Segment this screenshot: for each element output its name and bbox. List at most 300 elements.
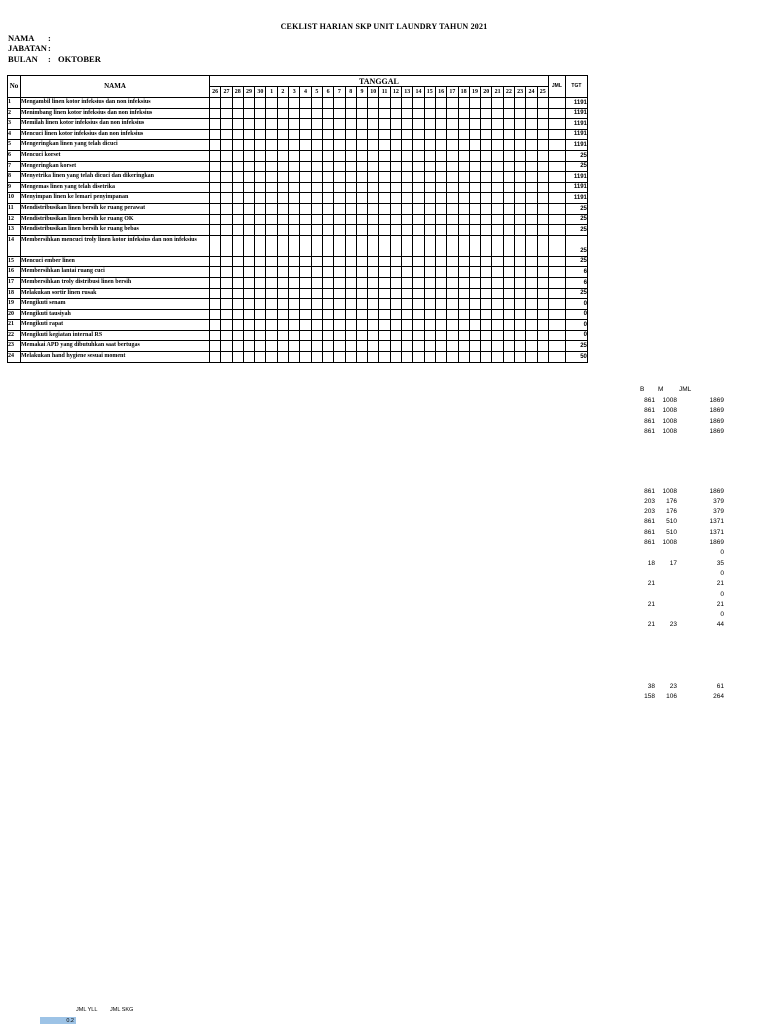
day-checkbox-cell[interactable] (413, 140, 424, 151)
day-checkbox-cell[interactable] (255, 182, 266, 193)
day-checkbox-cell[interactable] (334, 299, 345, 310)
day-checkbox-cell[interactable] (481, 140, 492, 151)
day-checkbox-cell[interactable] (289, 330, 300, 341)
day-checkbox-cell[interactable] (311, 235, 322, 256)
day-checkbox-cell[interactable] (447, 129, 458, 140)
row-jml-cell[interactable] (548, 277, 565, 288)
day-checkbox-cell[interactable] (424, 330, 435, 341)
day-checkbox-cell[interactable] (379, 129, 390, 140)
day-checkbox-cell[interactable] (390, 108, 401, 119)
row-jml-cell[interactable] (548, 203, 565, 214)
day-checkbox-cell[interactable] (526, 193, 537, 204)
day-checkbox-cell[interactable] (379, 140, 390, 151)
day-checkbox-cell[interactable] (300, 267, 311, 278)
day-checkbox-cell[interactable] (413, 119, 424, 130)
day-checkbox-cell[interactable] (243, 330, 254, 341)
row-jml-cell[interactable] (548, 129, 565, 140)
day-checkbox-cell[interactable] (232, 352, 243, 363)
day-checkbox-cell[interactable] (255, 341, 266, 352)
day-checkbox-cell[interactable] (255, 172, 266, 183)
day-checkbox-cell[interactable] (481, 214, 492, 225)
day-checkbox-cell[interactable] (300, 203, 311, 214)
day-checkbox-cell[interactable] (243, 193, 254, 204)
day-checkbox-cell[interactable] (526, 140, 537, 151)
day-checkbox-cell[interactable] (311, 352, 322, 363)
day-checkbox-cell[interactable] (334, 203, 345, 214)
day-checkbox-cell[interactable] (503, 203, 514, 214)
day-checkbox-cell[interactable] (368, 352, 379, 363)
day-checkbox-cell[interactable] (458, 320, 469, 331)
day-checkbox-cell[interactable] (345, 161, 356, 172)
day-checkbox-cell[interactable] (402, 341, 413, 352)
day-checkbox-cell[interactable] (210, 256, 221, 267)
day-checkbox-cell[interactable] (221, 108, 232, 119)
day-checkbox-cell[interactable] (402, 352, 413, 363)
day-checkbox-cell[interactable] (413, 108, 424, 119)
day-checkbox-cell[interactable] (345, 150, 356, 161)
day-checkbox-cell[interactable] (345, 277, 356, 288)
day-checkbox-cell[interactable] (447, 161, 458, 172)
day-checkbox-cell[interactable] (537, 214, 548, 225)
day-checkbox-cell[interactable] (515, 309, 526, 320)
day-checkbox-cell[interactable] (390, 277, 401, 288)
day-checkbox-cell[interactable] (210, 193, 221, 204)
day-checkbox-cell[interactable] (277, 129, 288, 140)
day-checkbox-cell[interactable] (435, 352, 446, 363)
day-checkbox-cell[interactable] (515, 119, 526, 130)
day-checkbox-cell[interactable] (515, 256, 526, 267)
day-checkbox-cell[interactable] (379, 214, 390, 225)
day-checkbox-cell[interactable] (368, 256, 379, 267)
day-checkbox-cell[interactable] (210, 172, 221, 183)
day-checkbox-cell[interactable] (526, 309, 537, 320)
day-checkbox-cell[interactable] (537, 309, 548, 320)
day-checkbox-cell[interactable] (368, 299, 379, 310)
day-checkbox-cell[interactable] (413, 182, 424, 193)
day-checkbox-cell[interactable] (390, 140, 401, 151)
day-checkbox-cell[interactable] (345, 330, 356, 341)
day-checkbox-cell[interactable] (526, 299, 537, 310)
day-checkbox-cell[interactable] (210, 98, 221, 109)
day-checkbox-cell[interactable] (515, 341, 526, 352)
day-checkbox-cell[interactable] (322, 267, 333, 278)
day-checkbox-cell[interactable] (232, 309, 243, 320)
day-checkbox-cell[interactable] (345, 214, 356, 225)
row-jml-cell[interactable] (548, 193, 565, 204)
day-checkbox-cell[interactable] (322, 161, 333, 172)
day-checkbox-cell[interactable] (503, 129, 514, 140)
day-checkbox-cell[interactable] (322, 129, 333, 140)
day-checkbox-cell[interactable] (402, 299, 413, 310)
day-checkbox-cell[interactable] (232, 267, 243, 278)
day-checkbox-cell[interactable] (390, 203, 401, 214)
day-checkbox-cell[interactable] (503, 341, 514, 352)
day-checkbox-cell[interactable] (413, 172, 424, 183)
day-checkbox-cell[interactable] (492, 341, 503, 352)
day-checkbox-cell[interactable] (447, 214, 458, 225)
day-checkbox-cell[interactable] (379, 225, 390, 236)
day-checkbox-cell[interactable] (503, 267, 514, 278)
day-checkbox-cell[interactable] (221, 277, 232, 288)
day-checkbox-cell[interactable] (515, 299, 526, 310)
day-checkbox-cell[interactable] (345, 140, 356, 151)
day-checkbox-cell[interactable] (368, 129, 379, 140)
day-checkbox-cell[interactable] (526, 320, 537, 331)
day-checkbox-cell[interactable] (255, 150, 266, 161)
day-checkbox-cell[interactable] (413, 225, 424, 236)
day-checkbox-cell[interactable] (379, 309, 390, 320)
day-checkbox-cell[interactable] (424, 108, 435, 119)
day-checkbox-cell[interactable] (447, 277, 458, 288)
day-checkbox-cell[interactable] (368, 341, 379, 352)
day-checkbox-cell[interactable] (356, 341, 367, 352)
day-checkbox-cell[interactable] (266, 235, 277, 256)
day-checkbox-cell[interactable] (210, 140, 221, 151)
day-checkbox-cell[interactable] (526, 119, 537, 130)
day-checkbox-cell[interactable] (289, 161, 300, 172)
day-checkbox-cell[interactable] (413, 98, 424, 109)
row-jml-cell[interactable] (548, 330, 565, 341)
day-checkbox-cell[interactable] (232, 299, 243, 310)
day-checkbox-cell[interactable] (311, 225, 322, 236)
day-checkbox-cell[interactable] (277, 193, 288, 204)
day-checkbox-cell[interactable] (368, 98, 379, 109)
day-checkbox-cell[interactable] (311, 256, 322, 267)
day-checkbox-cell[interactable] (537, 98, 548, 109)
day-checkbox-cell[interactable] (481, 225, 492, 236)
day-checkbox-cell[interactable] (266, 288, 277, 299)
day-checkbox-cell[interactable] (458, 98, 469, 109)
day-checkbox-cell[interactable] (210, 352, 221, 363)
day-checkbox-cell[interactable] (232, 320, 243, 331)
day-checkbox-cell[interactable] (221, 150, 232, 161)
day-checkbox-cell[interactable] (243, 182, 254, 193)
day-checkbox-cell[interactable] (447, 98, 458, 109)
day-checkbox-cell[interactable] (334, 235, 345, 256)
day-checkbox-cell[interactable] (334, 214, 345, 225)
day-checkbox-cell[interactable] (356, 225, 367, 236)
day-checkbox-cell[interactable] (322, 108, 333, 119)
day-checkbox-cell[interactable] (469, 235, 480, 256)
day-checkbox-cell[interactable] (334, 182, 345, 193)
day-checkbox-cell[interactable] (458, 214, 469, 225)
day-checkbox-cell[interactable] (424, 320, 435, 331)
day-checkbox-cell[interactable] (458, 108, 469, 119)
day-checkbox-cell[interactable] (515, 140, 526, 151)
day-checkbox-cell[interactable] (368, 119, 379, 130)
day-checkbox-cell[interactable] (322, 214, 333, 225)
day-checkbox-cell[interactable] (413, 235, 424, 256)
day-checkbox-cell[interactable] (322, 309, 333, 320)
day-checkbox-cell[interactable] (390, 161, 401, 172)
day-checkbox-cell[interactable] (503, 352, 514, 363)
day-checkbox-cell[interactable] (413, 193, 424, 204)
day-checkbox-cell[interactable] (368, 235, 379, 256)
day-checkbox-cell[interactable] (266, 129, 277, 140)
day-checkbox-cell[interactable] (390, 214, 401, 225)
day-checkbox-cell[interactable] (424, 235, 435, 256)
day-checkbox-cell[interactable] (232, 277, 243, 288)
day-checkbox-cell[interactable] (458, 150, 469, 161)
day-checkbox-cell[interactable] (289, 225, 300, 236)
row-jml-cell[interactable] (548, 108, 565, 119)
day-checkbox-cell[interactable] (311, 299, 322, 310)
day-checkbox-cell[interactable] (435, 214, 446, 225)
day-checkbox-cell[interactable] (379, 352, 390, 363)
day-checkbox-cell[interactable] (356, 182, 367, 193)
day-checkbox-cell[interactable] (503, 108, 514, 119)
day-checkbox-cell[interactable] (515, 267, 526, 278)
day-checkbox-cell[interactable] (424, 288, 435, 299)
day-checkbox-cell[interactable] (515, 203, 526, 214)
day-checkbox-cell[interactable] (402, 203, 413, 214)
day-checkbox-cell[interactable] (289, 299, 300, 310)
day-checkbox-cell[interactable] (300, 225, 311, 236)
day-checkbox-cell[interactable] (390, 320, 401, 331)
day-checkbox-cell[interactable] (526, 352, 537, 363)
day-checkbox-cell[interactable] (492, 330, 503, 341)
day-checkbox-cell[interactable] (435, 140, 446, 151)
day-checkbox-cell[interactable] (210, 288, 221, 299)
day-checkbox-cell[interactable] (210, 119, 221, 130)
day-checkbox-cell[interactable] (243, 214, 254, 225)
day-checkbox-cell[interactable] (492, 150, 503, 161)
day-checkbox-cell[interactable] (469, 108, 480, 119)
day-checkbox-cell[interactable] (402, 108, 413, 119)
day-checkbox-cell[interactable] (232, 98, 243, 109)
day-checkbox-cell[interactable] (515, 330, 526, 341)
day-checkbox-cell[interactable] (221, 214, 232, 225)
day-checkbox-cell[interactable] (221, 330, 232, 341)
day-checkbox-cell[interactable] (356, 129, 367, 140)
day-checkbox-cell[interactable] (379, 108, 390, 119)
day-checkbox-cell[interactable] (311, 267, 322, 278)
day-checkbox-cell[interactable] (503, 214, 514, 225)
day-checkbox-cell[interactable] (300, 193, 311, 204)
row-jml-cell[interactable] (548, 161, 565, 172)
day-checkbox-cell[interactable] (356, 98, 367, 109)
day-checkbox-cell[interactable] (481, 172, 492, 183)
day-checkbox-cell[interactable] (334, 108, 345, 119)
day-checkbox-cell[interactable] (232, 288, 243, 299)
day-checkbox-cell[interactable] (424, 161, 435, 172)
day-checkbox-cell[interactable] (266, 256, 277, 267)
day-checkbox-cell[interactable] (515, 214, 526, 225)
day-checkbox-cell[interactable] (469, 172, 480, 183)
day-checkbox-cell[interactable] (266, 140, 277, 151)
row-jml-cell[interactable] (548, 150, 565, 161)
day-checkbox-cell[interactable] (255, 277, 266, 288)
day-checkbox-cell[interactable] (277, 341, 288, 352)
day-checkbox-cell[interactable] (492, 193, 503, 204)
day-checkbox-cell[interactable] (503, 299, 514, 310)
day-checkbox-cell[interactable] (537, 288, 548, 299)
day-checkbox-cell[interactable] (447, 150, 458, 161)
day-checkbox-cell[interactable] (390, 98, 401, 109)
day-checkbox-cell[interactable] (232, 108, 243, 119)
day-checkbox-cell[interactable] (232, 203, 243, 214)
day-checkbox-cell[interactable] (300, 352, 311, 363)
day-checkbox-cell[interactable] (322, 203, 333, 214)
day-checkbox-cell[interactable] (356, 140, 367, 151)
day-checkbox-cell[interactable] (537, 108, 548, 119)
day-checkbox-cell[interactable] (503, 182, 514, 193)
day-checkbox-cell[interactable] (526, 182, 537, 193)
day-checkbox-cell[interactable] (390, 341, 401, 352)
day-checkbox-cell[interactable] (492, 140, 503, 151)
day-checkbox-cell[interactable] (221, 182, 232, 193)
day-checkbox-cell[interactable] (537, 235, 548, 256)
day-checkbox-cell[interactable] (345, 267, 356, 278)
day-checkbox-cell[interactable] (300, 256, 311, 267)
day-checkbox-cell[interactable] (300, 182, 311, 193)
day-checkbox-cell[interactable] (311, 182, 322, 193)
day-checkbox-cell[interactable] (221, 235, 232, 256)
day-checkbox-cell[interactable] (526, 98, 537, 109)
day-checkbox-cell[interactable] (435, 341, 446, 352)
day-checkbox-cell[interactable] (266, 214, 277, 225)
day-checkbox-cell[interactable] (210, 341, 221, 352)
day-checkbox-cell[interactable] (322, 140, 333, 151)
day-checkbox-cell[interactable] (481, 256, 492, 267)
day-checkbox-cell[interactable] (368, 288, 379, 299)
day-checkbox-cell[interactable] (356, 267, 367, 278)
day-checkbox-cell[interactable] (435, 182, 446, 193)
day-checkbox-cell[interactable] (402, 172, 413, 183)
day-checkbox-cell[interactable] (469, 320, 480, 331)
day-checkbox-cell[interactable] (311, 108, 322, 119)
day-checkbox-cell[interactable] (255, 119, 266, 130)
day-checkbox-cell[interactable] (435, 150, 446, 161)
day-checkbox-cell[interactable] (232, 193, 243, 204)
row-jml-cell[interactable] (548, 320, 565, 331)
day-checkbox-cell[interactable] (266, 299, 277, 310)
day-checkbox-cell[interactable] (515, 288, 526, 299)
day-checkbox-cell[interactable] (447, 172, 458, 183)
day-checkbox-cell[interactable] (469, 214, 480, 225)
day-checkbox-cell[interactable] (458, 140, 469, 151)
day-checkbox-cell[interactable] (402, 235, 413, 256)
day-checkbox-cell[interactable] (515, 225, 526, 236)
day-checkbox-cell[interactable] (390, 256, 401, 267)
day-checkbox-cell[interactable] (243, 225, 254, 236)
day-checkbox-cell[interactable] (526, 235, 537, 256)
day-checkbox-cell[interactable] (345, 182, 356, 193)
day-checkbox-cell[interactable] (503, 235, 514, 256)
day-checkbox-cell[interactable] (447, 267, 458, 278)
day-checkbox-cell[interactable] (435, 309, 446, 320)
day-checkbox-cell[interactable] (515, 150, 526, 161)
day-checkbox-cell[interactable] (402, 129, 413, 140)
day-checkbox-cell[interactable] (469, 288, 480, 299)
day-checkbox-cell[interactable] (300, 341, 311, 352)
day-checkbox-cell[interactable] (300, 161, 311, 172)
day-checkbox-cell[interactable] (458, 161, 469, 172)
day-checkbox-cell[interactable] (221, 288, 232, 299)
day-checkbox-cell[interactable] (424, 129, 435, 140)
day-checkbox-cell[interactable] (266, 341, 277, 352)
day-checkbox-cell[interactable] (255, 267, 266, 278)
day-checkbox-cell[interactable] (255, 225, 266, 236)
day-checkbox-cell[interactable] (243, 203, 254, 214)
day-checkbox-cell[interactable] (413, 256, 424, 267)
day-checkbox-cell[interactable] (447, 256, 458, 267)
day-checkbox-cell[interactable] (379, 288, 390, 299)
day-checkbox-cell[interactable] (277, 309, 288, 320)
day-checkbox-cell[interactable] (390, 309, 401, 320)
day-checkbox-cell[interactable] (469, 225, 480, 236)
day-checkbox-cell[interactable] (503, 150, 514, 161)
day-checkbox-cell[interactable] (221, 299, 232, 310)
day-checkbox-cell[interactable] (356, 193, 367, 204)
day-checkbox-cell[interactable] (492, 288, 503, 299)
day-checkbox-cell[interactable] (526, 214, 537, 225)
row-jml-cell[interactable] (548, 235, 565, 256)
day-checkbox-cell[interactable] (345, 352, 356, 363)
day-checkbox-cell[interactable] (481, 150, 492, 161)
day-checkbox-cell[interactable] (266, 330, 277, 341)
day-checkbox-cell[interactable] (345, 288, 356, 299)
day-checkbox-cell[interactable] (277, 225, 288, 236)
day-checkbox-cell[interactable] (458, 225, 469, 236)
day-checkbox-cell[interactable] (537, 140, 548, 151)
day-checkbox-cell[interactable] (232, 341, 243, 352)
day-checkbox-cell[interactable] (435, 277, 446, 288)
day-checkbox-cell[interactable] (435, 330, 446, 341)
day-checkbox-cell[interactable] (221, 225, 232, 236)
day-checkbox-cell[interactable] (368, 150, 379, 161)
day-checkbox-cell[interactable] (255, 352, 266, 363)
day-checkbox-cell[interactable] (424, 299, 435, 310)
day-checkbox-cell[interactable] (334, 320, 345, 331)
day-checkbox-cell[interactable] (289, 267, 300, 278)
day-checkbox-cell[interactable] (537, 129, 548, 140)
day-checkbox-cell[interactable] (503, 288, 514, 299)
row-jml-cell[interactable] (548, 299, 565, 310)
day-checkbox-cell[interactable] (402, 288, 413, 299)
day-checkbox-cell[interactable] (289, 140, 300, 151)
day-checkbox-cell[interactable] (424, 352, 435, 363)
day-checkbox-cell[interactable] (243, 341, 254, 352)
day-checkbox-cell[interactable] (435, 320, 446, 331)
day-checkbox-cell[interactable] (243, 352, 254, 363)
day-checkbox-cell[interactable] (289, 277, 300, 288)
day-checkbox-cell[interactable] (311, 288, 322, 299)
day-checkbox-cell[interactable] (243, 119, 254, 130)
day-checkbox-cell[interactable] (300, 288, 311, 299)
day-checkbox-cell[interactable] (447, 203, 458, 214)
day-checkbox-cell[interactable] (221, 172, 232, 183)
day-checkbox-cell[interactable] (424, 172, 435, 183)
day-checkbox-cell[interactable] (289, 256, 300, 267)
day-checkbox-cell[interactable] (515, 172, 526, 183)
day-checkbox-cell[interactable] (469, 330, 480, 341)
day-checkbox-cell[interactable] (311, 150, 322, 161)
day-checkbox-cell[interactable] (300, 108, 311, 119)
day-checkbox-cell[interactable] (368, 309, 379, 320)
day-checkbox-cell[interactable] (390, 129, 401, 140)
day-checkbox-cell[interactable] (469, 352, 480, 363)
day-checkbox-cell[interactable] (232, 150, 243, 161)
day-checkbox-cell[interactable] (255, 320, 266, 331)
day-checkbox-cell[interactable] (469, 182, 480, 193)
day-checkbox-cell[interactable] (526, 203, 537, 214)
day-checkbox-cell[interactable] (481, 288, 492, 299)
day-checkbox-cell[interactable] (481, 320, 492, 331)
day-checkbox-cell[interactable] (402, 161, 413, 172)
day-checkbox-cell[interactable] (481, 309, 492, 320)
day-checkbox-cell[interactable] (311, 320, 322, 331)
